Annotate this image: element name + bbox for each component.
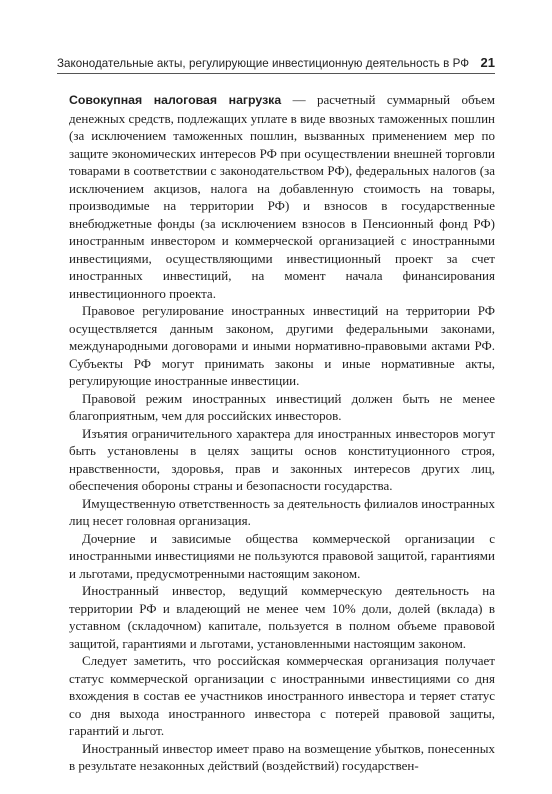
paragraph-legal-regime: Правовой режим иностранных инвестиций должен быть не менее благоприятным, чем для российских инвесторов. [69,390,495,423]
paragraph-branch-liability: Имущественную ответственность за деятельность филиалов иностранных лиц несет головная организация. [69,495,495,528]
definition-paragraph [69,91,495,302]
paragraph-legal-regulation: Правовое регулирование иностранных инвестиций на территории РФ осуществляется данным законом, другими федеральными законами, международными договорами и иными нормативно-правовыми актами РФ. Субъекты РФ могут принимать законы и иные нормативные акты, регулирующие иностранные инвестиции. [69,303,495,388]
paragraph-damages: Иностранный инвестор имеет право на возмещение убытков, понесенных в результате незаконных действий (воздействий) государствен- [69,740,495,773]
body-text [69,91,495,775]
term-definition: — расчетный суммарный объем денежных средств, подлежащих уплате в виде ввозных таможенных пошлин (за исключением таможенных пошлин, вызванных применением мер по защите экономических интересов РФ при осуществлении внешней торговли товарами в соответствии с законодательством РФ), федеральных налогов (за исключением акцизов, налога на добавленную стоимость на товары, производимые на территории РФ) и взносов в государственные внебюджетные фонды (за исключением взносов в Пенсионный фонд РФ) иностранным инвестором и коммерческой организацией с иностранными инвестициями, осуществляющими инвестиционный проект за счет иностранных инвестиций, на момент начала финансирования инвестиционного проекта. [69,92,495,301]
paragraph-subsidiaries: Дочерние и зависимые общества коммерческой организации с иностранными инвестициями не пользуются правовой защитой, гарантиями и льготами, предусмотренными настоящим законом. [69,530,495,581]
running-title: Законодательные акты, регулирующие инвестиционную деятельность в РФ [57,57,470,70]
page-number: 21 [480,55,495,70]
header-divider [57,73,495,74]
paragraph-foreign-investor-share: Иностранный инвестор, ведущий коммерческую деятельность на территории РФ и владеющий не менее чем 10% доли, долей (вклада) в уставном (складочном) капитале, пользуется в полном объеме правовой защитой, гарантиями и льготами, установленными настоящим законом. [69,583,495,651]
running-header [57,50,495,70]
defined-term: Совокупная налоговая нагрузка [69,93,282,107]
paragraph-status: Следует заметить, что российская коммерческая организация получает статус коммерческой организации с иностранными инвестициями со дня вхождения в состав ее участников иностранного инвестора и теряет статус со дня выхода иностранного инвестора с потерей правовой защиты, гарантий и льгот. [69,653,495,738]
paragraph-restrictions: Изъятия ограничительного характера для иностранных инвесторов могут быть установлены в целях защиты основ конституционного строя, нравственности, здоровья, прав и законных интересов других лиц, обеспечения обороны страны и безопасности государства. [69,425,495,493]
